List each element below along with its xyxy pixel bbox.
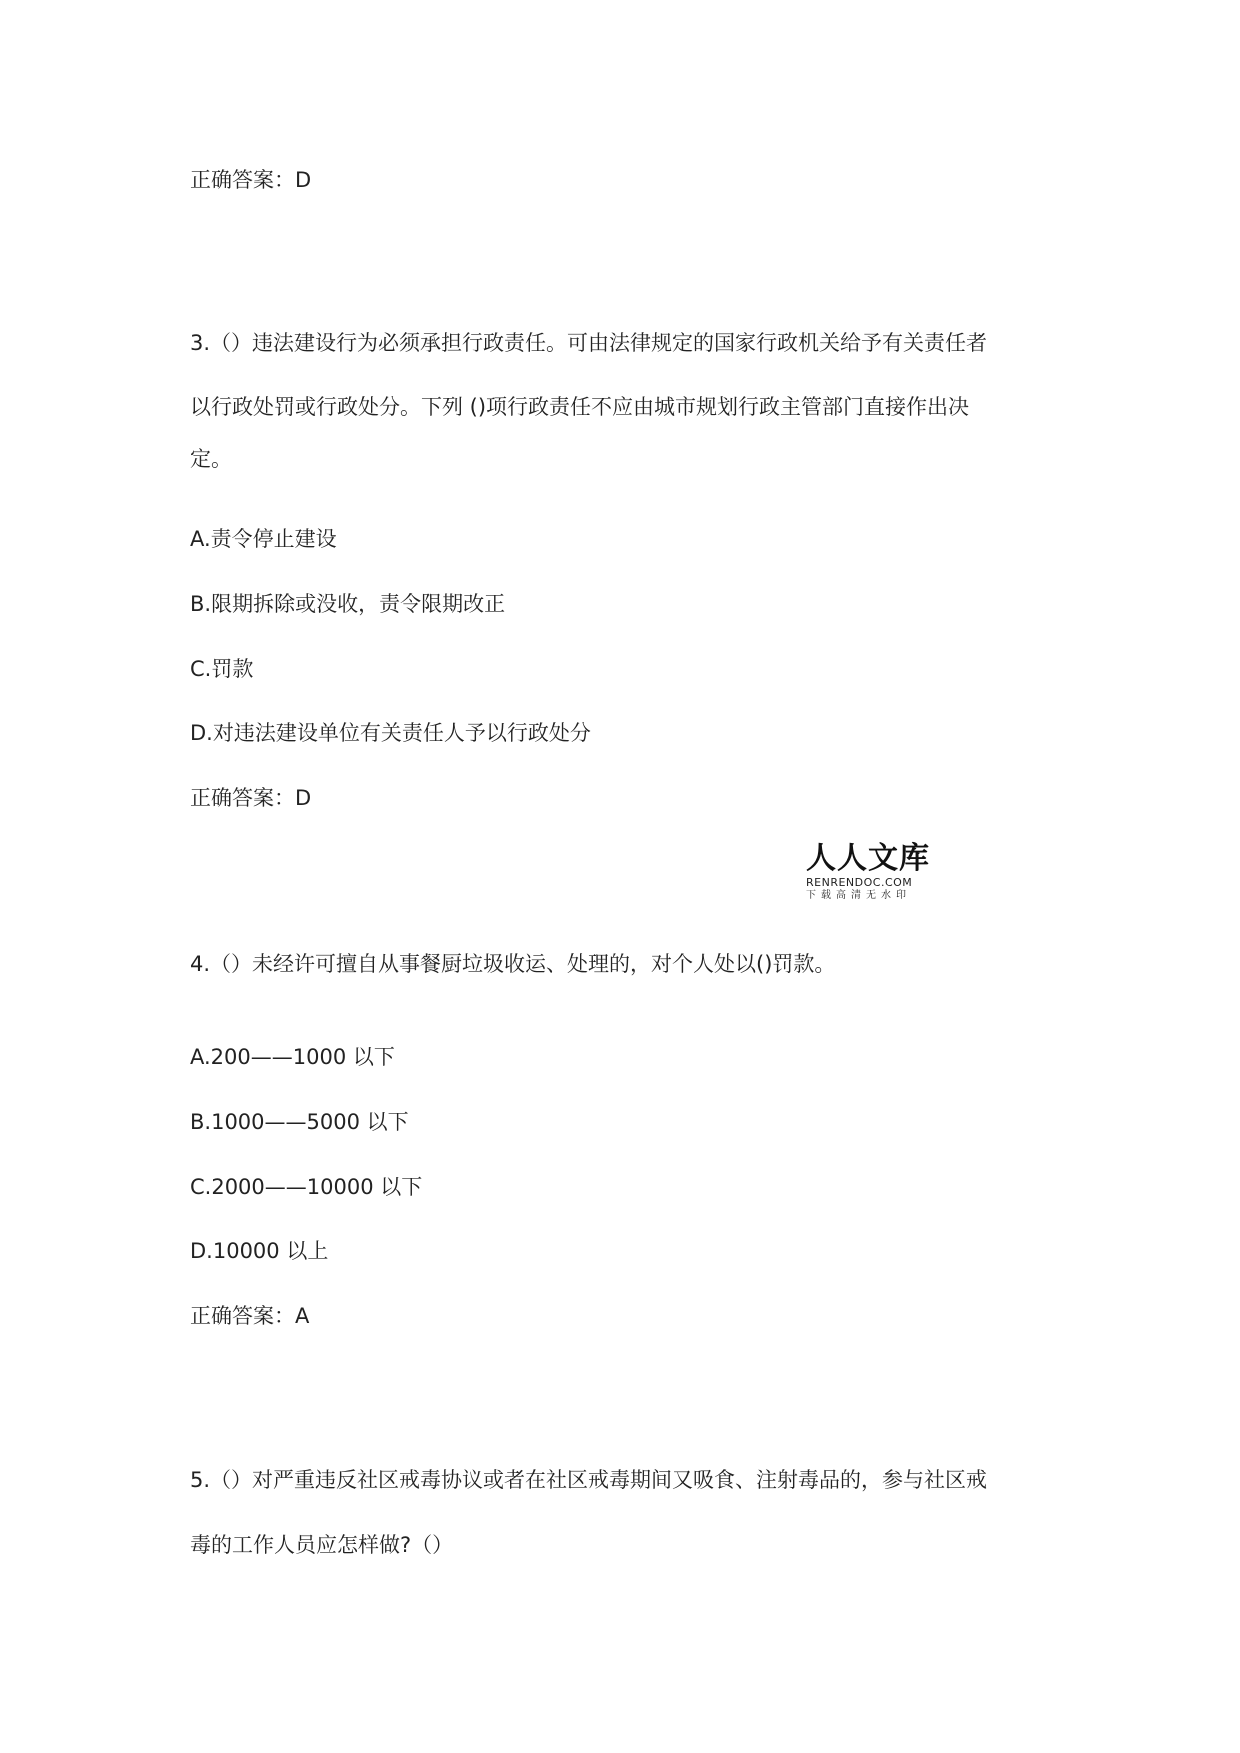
q4-option-d: D.10000 以上 xyxy=(190,1239,329,1263)
q4-option-a: A.200——1000 以下 xyxy=(190,1045,395,1069)
watermark-title: 人人文库 xyxy=(806,841,930,876)
q4-option-b: B.1000——5000 以下 xyxy=(190,1110,409,1134)
renrendoc-watermark-logo xyxy=(806,842,946,902)
q3-option-a: A.责令停止建设 xyxy=(190,527,337,551)
q2-answer: 正确答案：D xyxy=(190,168,312,192)
watermark-url: RENRENDOC.COM xyxy=(806,876,913,889)
q3-option-d: D.对违法建设单位有关责任人予以行政处分 xyxy=(190,721,591,745)
q3-option-c: C.罚款 xyxy=(190,657,254,681)
q3-option-b: B.限期拆除或没收，责令限期改正 xyxy=(190,592,506,616)
q5-stem-line-2: 毒的工作人员应怎样做?（） xyxy=(190,1533,454,1557)
q5-stem-line-1: 5.（）对严重违反社区戒毒协议或者在社区戒毒期间又吸食、注射毒品的，参与社区戒 xyxy=(190,1468,988,1492)
watermark-subtitle: 下载高清无水印 xyxy=(806,890,911,901)
q4-option-c: C.2000——10000 以下 xyxy=(190,1175,423,1199)
q4-stem-line-1: 4.（）未经许可擅自从事餐厨垃圾收运、处理的，对个人处以()罚款。 xyxy=(190,952,836,976)
q4-answer: 正确答案：A xyxy=(190,1304,310,1328)
q3-stem-line-3: 定。 xyxy=(190,447,232,471)
q3-answer: 正确答案：D xyxy=(190,786,312,810)
q3-stem-line-1: 3.（）违法建设行为必须承担行政责任。可由法律规定的国家行政机关给予有关责任者 xyxy=(190,331,988,355)
q3-stem-line-2: 以行政处罚或行政处分。下列 ()项行政责任不应由城市规划行政主管部门直接作出决 xyxy=(190,395,970,419)
